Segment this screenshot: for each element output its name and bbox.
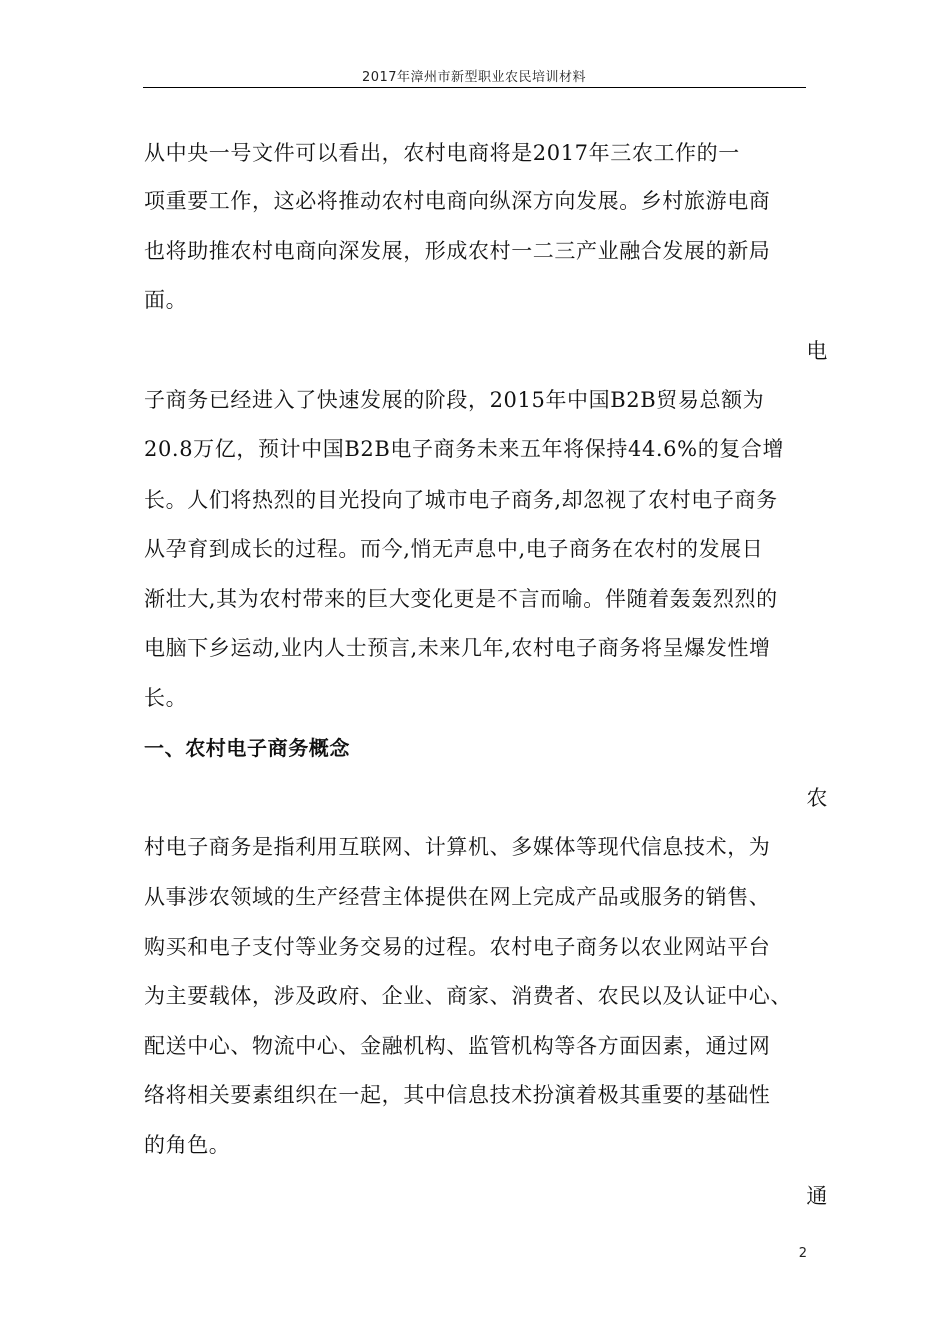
paragraph-3-line-3: 购买和电子支付等业务交易的过程。农村电子商务以农业网站平台 xyxy=(144,935,771,959)
paragraph-1-line-4: 面。 xyxy=(144,288,188,312)
header-divider xyxy=(143,87,806,88)
paragraph-4-first-char: 通 xyxy=(806,1184,828,1208)
paragraph-3-line-1: 村电子商务是指利用互联网、计算机、多媒体等现代信息技术，为 xyxy=(144,835,771,859)
paragraph-3-line-2: 从事涉农领域的生产经营主体提供在网上完成产品或服务的销售、 xyxy=(144,885,771,909)
paragraph-3-first-char: 农 xyxy=(806,786,828,810)
page-header: 2017年漳州市新型职业农民培训材料 xyxy=(361,70,587,85)
paragraph-1-line-3: 也将助推农村电商向深发展，形成农村一二三产业融合发展的新局 xyxy=(144,239,771,263)
page-number: 2 xyxy=(798,1246,807,1261)
section-heading: 一、农村电子商务概念 xyxy=(144,736,350,760)
paragraph-1-line-2: 项重要工作，这必将推动农村电商向纵深方向发展。乡村旅游电商 xyxy=(144,189,771,213)
paragraph-2-line-2: 20.8万亿，预计中国B2B电子商务未来五年将保持44.6%的复合增 xyxy=(144,437,785,461)
paragraph-2-first-char: 电 xyxy=(806,339,828,363)
paragraph-2-line-3: 长。人们将热烈的目光投向了城市电子商务,却忽视了农村电子商务 xyxy=(144,488,778,512)
paragraph-2-line-6: 电脑下乡运动,业内人士预言,未来几年,农村电子商务将呈爆发性增 xyxy=(144,636,771,660)
paragraph-3-line-6: 络将相关要素组织在一起，其中信息技术扮演着极其重要的基础性 xyxy=(144,1083,771,1107)
paragraph-2-line-4: 从孕育到成长的过程。而今,悄无声息中,电子商务在农村的发展日 xyxy=(144,537,764,561)
paragraph-2-line-1: 子商务已经进入了快速发展的阶段，2015年中国B2B贸易总额为 xyxy=(144,388,765,412)
paragraph-3-line-5: 配送中心、物流中心、金融机构、监管机构等各方面因素，通过网 xyxy=(144,1034,771,1058)
paragraph-2-line-7: 长。 xyxy=(144,686,188,710)
paragraph-3-line-7: 的角色。 xyxy=(144,1133,231,1157)
paragraph-1-line-1: 从中央一号文件可以看出，农村电商将是2017年三农工作的一 xyxy=(144,141,740,165)
paragraph-2-line-5: 渐壮大,其为农村带来的巨大变化更是不言而喻。伴随着轰轰烈烈的 xyxy=(144,587,778,611)
paragraph-3-line-4: 为主要载体，涉及政府、企业、商家、消费者、农民以及认证中心、 xyxy=(144,984,792,1008)
